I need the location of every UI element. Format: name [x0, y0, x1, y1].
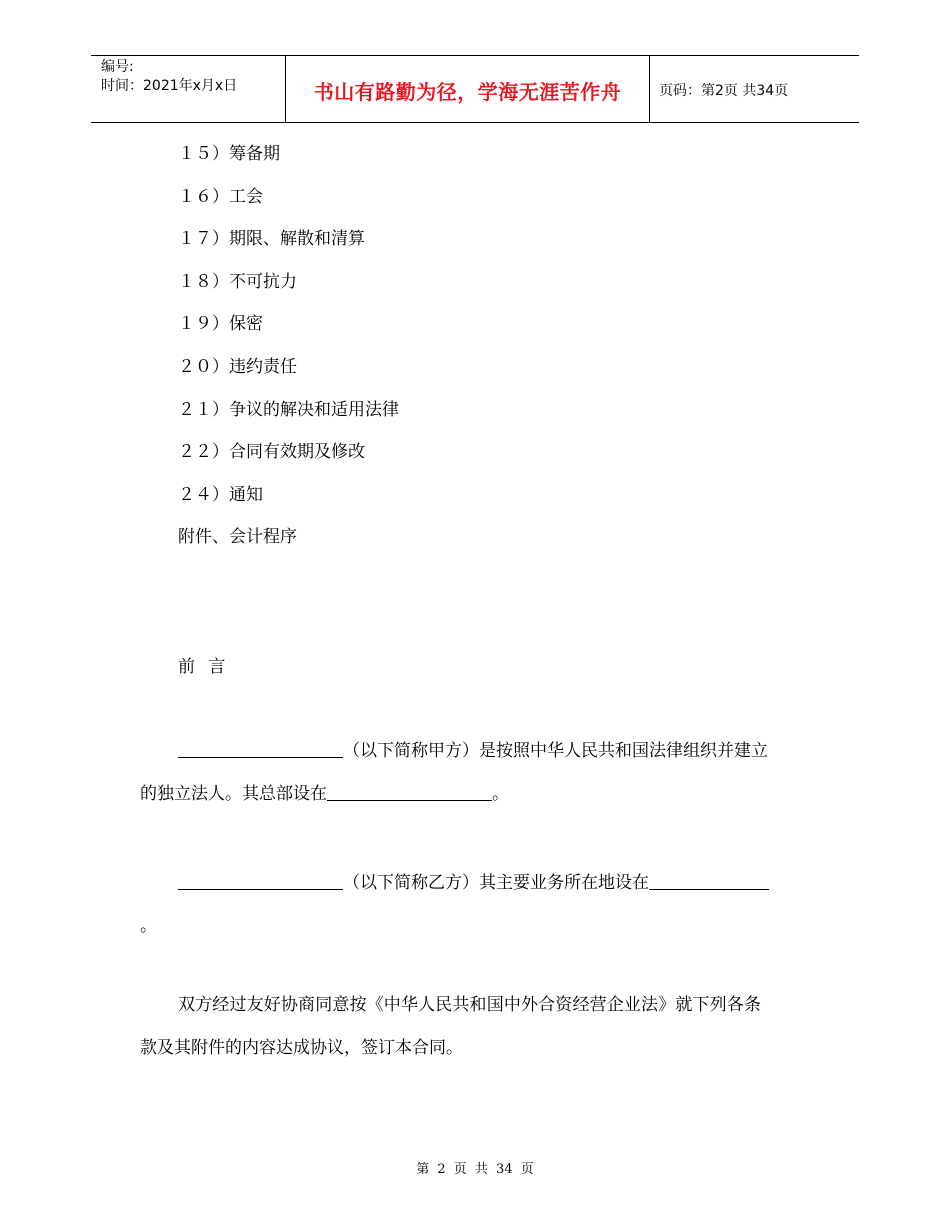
header-motto: 书山有路勤为径，学海无涯苦作舟: [313, 80, 622, 104]
section-heading: 前 言: [178, 657, 230, 677]
paragraph-text: 。: [492, 784, 509, 804]
toc-item: １６）工会: [178, 186, 263, 207]
paragraph-party-b: [140, 862, 812, 948]
toc-item: ２４）通知: [178, 484, 263, 505]
toc-item: １５）筹备期: [178, 144, 280, 164]
paragraph-text: （以下简称甲方）是按照中华人民共和国法律组织并建立: [343, 741, 768, 761]
paragraph-text: 双方经过友好协商同意按《中华人民共和国中外合资经营企业法》就下列各条: [178, 995, 762, 1015]
blank-line: [178, 871, 343, 890]
toc-list: [178, 140, 399, 566]
paragraph-text: 的独立法人。其总部设在: [140, 784, 327, 804]
toc-item: １８）不可抗力: [178, 271, 297, 292]
toc-item: ２０）违约责任: [178, 356, 297, 377]
blank-line: [178, 739, 343, 758]
toc-item: １７）期限、解散和清算: [178, 229, 365, 250]
time-label: 时间：2021年x月x日: [101, 78, 238, 94]
paragraph-agreement: [140, 984, 812, 1070]
toc-item: ２２）合同有效期及修改: [178, 442, 365, 463]
paragraph-party-a: [140, 730, 812, 816]
blank-line: [649, 871, 769, 890]
page-header: [91, 55, 859, 123]
header-divider: [649, 56, 650, 122]
toc-item: １９）保密: [178, 314, 263, 335]
paragraph-text: 。: [140, 916, 157, 936]
serial-label: 编号:: [101, 59, 134, 75]
paragraph-text: 款及其附件的内容达成协议，签订本合同。: [140, 1038, 463, 1058]
page-footer: 第 2 页 共 34 页: [416, 1162, 534, 1177]
header-meta: [101, 58, 237, 96]
paragraph-text: （以下简称乙方）其主要业务所在地设在: [343, 873, 649, 893]
toc-item: ２１）争议的解决和适用法律: [178, 399, 399, 420]
blank-line: [327, 782, 492, 801]
header-page-info: 页码：第2页 共34页: [659, 83, 789, 99]
toc-item: 附件、会计程序: [178, 527, 297, 548]
